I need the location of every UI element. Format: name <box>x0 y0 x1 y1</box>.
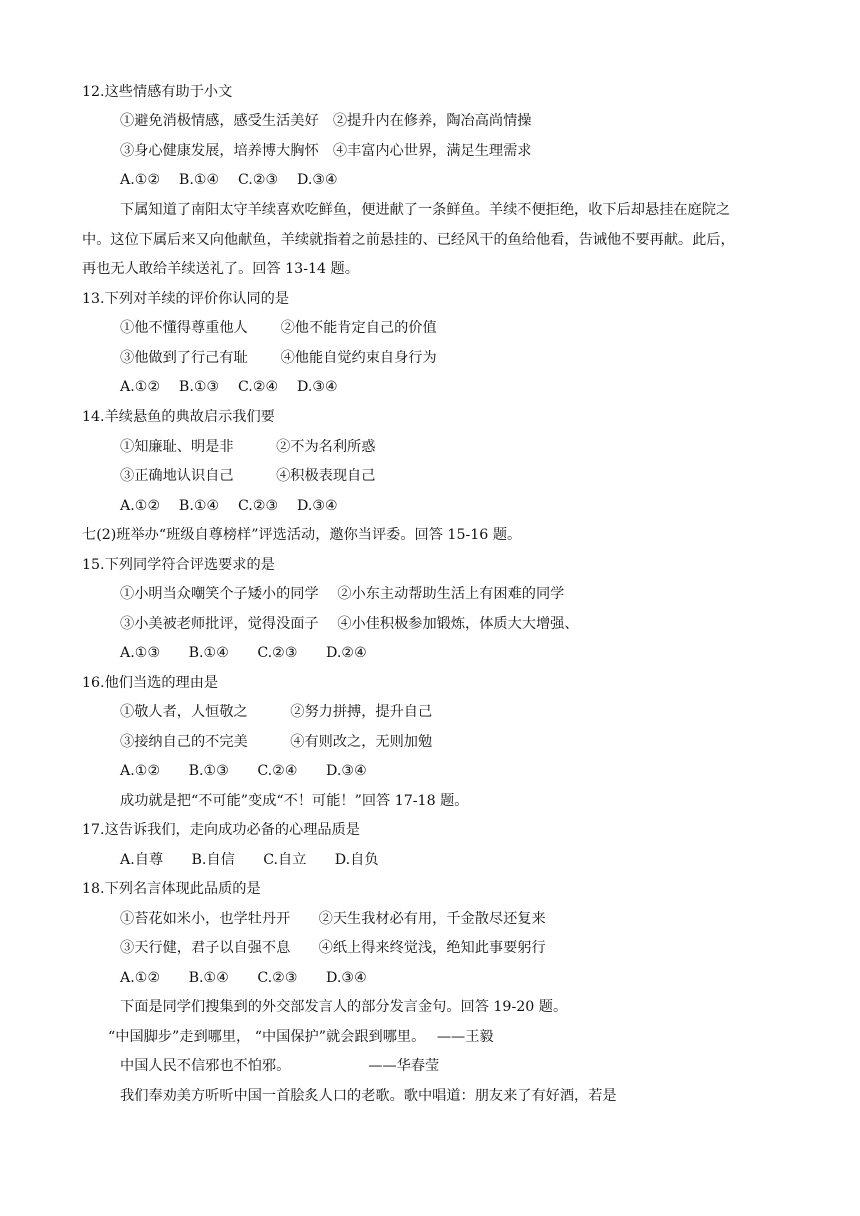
question-14-stem: 14.羊续悬鱼的典故启示我们要 <box>82 409 275 425</box>
question-15-choices: A.①③ B.①④ C.②③ D.②④ <box>120 645 367 661</box>
question-14-options-2: ③正确地认识自己 ④积极表现自己 <box>120 468 376 484</box>
question-15-stem: 15.下列同学符合评选要求的是 <box>82 557 275 573</box>
passage-13-14-line-2: 中。这位下属后来又向他献鱼，羊续就指着之前悬挂的、已经风干的鱼给他看，告诫他不要再献。此后， <box>82 232 735 248</box>
question-13-options-2: ③他做到了行己有耻 ④他能自觉约束自身行为 <box>120 350 437 366</box>
question-12-stem: 12.这些情感有助于小文 <box>82 84 233 100</box>
question-18-options-2: ③天行健，君子以自强不息 ④纸上得来终觉浅，绝知此事要躬行 <box>120 940 546 956</box>
passage-13-14-line-1: 下属知道了南阳太守羊续喜欢吃鲜鱼，便进献了一条鲜鱼。羊续不便拒绝，收下后却悬挂在庭院之 <box>120 202 731 218</box>
question-12-options-2: ③身心健康发展，培养博大胸怀 ④丰富内心世界，满足生理需求 <box>120 143 532 159</box>
quote-hua-chunying: 中国人民不信邪也不怕邪。 ——华春莹 <box>120 1058 440 1074</box>
question-13-stem: 13.下列对羊续的评价你认同的是 <box>82 291 290 307</box>
passage-19-20-intro: 下面是同学们搜集到的外交部发言人的部分发言金句。回答 19-20 题。 <box>120 999 568 1015</box>
question-15-options-2: ③小美被老师批评，觉得没面子 ④小佳积极参加锻炼，体质大大增强、 <box>120 616 579 632</box>
quote-continued: 我们奉劝美方听听中国一首脍炙人口的老歌。歌中唱道：朋友来了有好酒，若是 <box>120 1088 617 1104</box>
question-16-stem: 16.他们当选的理由是 <box>82 675 219 691</box>
question-16-choices: A.①② B.①③ C.②④ D.③④ <box>120 763 367 779</box>
question-14-options-1: ①知廉耻、明是非 ②不为名利所惑 <box>120 439 376 455</box>
question-18-stem: 18.下列名言体现此品质的是 <box>82 881 261 897</box>
question-12-options-1: ①避免消极情感，感受生活美好 ②提升内在修养，陶冶高尚情操 <box>120 113 532 129</box>
question-18-options-1: ①苔花如米小，也学牡丹开 ②天生我材必有用，千金散尽还复来 <box>120 911 546 927</box>
question-13-options-1: ①他不懂得尊重他人 ②他不能肯定自己的价值 <box>120 320 437 336</box>
question-16-options-1: ①敬人者，人恒敬之 ②努力拼搏，提升自己 <box>120 704 433 720</box>
question-12-choices: A.①② B.①④ C.②③ D.③④ <box>120 172 338 188</box>
question-18-choices: A.①② B.①④ C.②③ D.③④ <box>120 970 367 986</box>
question-17-stem: 17.这告诉我们，走向成功必备的心理品质是 <box>82 822 360 838</box>
question-17-choices: A.自尊 B.自信 C.自立 D.自负 <box>120 852 379 868</box>
question-16-options-2: ③接纳自己的不完美 ④有则改之，无则加勉 <box>120 734 433 750</box>
quote-wang-yi: “中国脚步”走到哪里， “中国保护”就会跟到哪里。 ——王毅 <box>108 1029 494 1045</box>
passage-13-14-line-3: 再也无人敢给羊续送礼了。回答 13-14 题。 <box>82 261 359 277</box>
question-14-choices: A.①② B.①④ C.②③ D.③④ <box>120 498 338 514</box>
question-13-choices: A.①② B.①③ C.②④ D.③④ <box>120 379 338 395</box>
passage-17-18: 成功就是把“不可能”变成“不！可能！”回答 17-18 题。 <box>120 793 469 809</box>
passage-15-16: 七(2)班举办“班级自尊榜样”评选活动，邀你当评委。回答 15-16 题。 <box>82 527 522 543</box>
question-15-options-1: ①小明当众嘲笑个子矮小的同学 ②小东主动帮助生活上有困难的同学 <box>120 586 565 602</box>
